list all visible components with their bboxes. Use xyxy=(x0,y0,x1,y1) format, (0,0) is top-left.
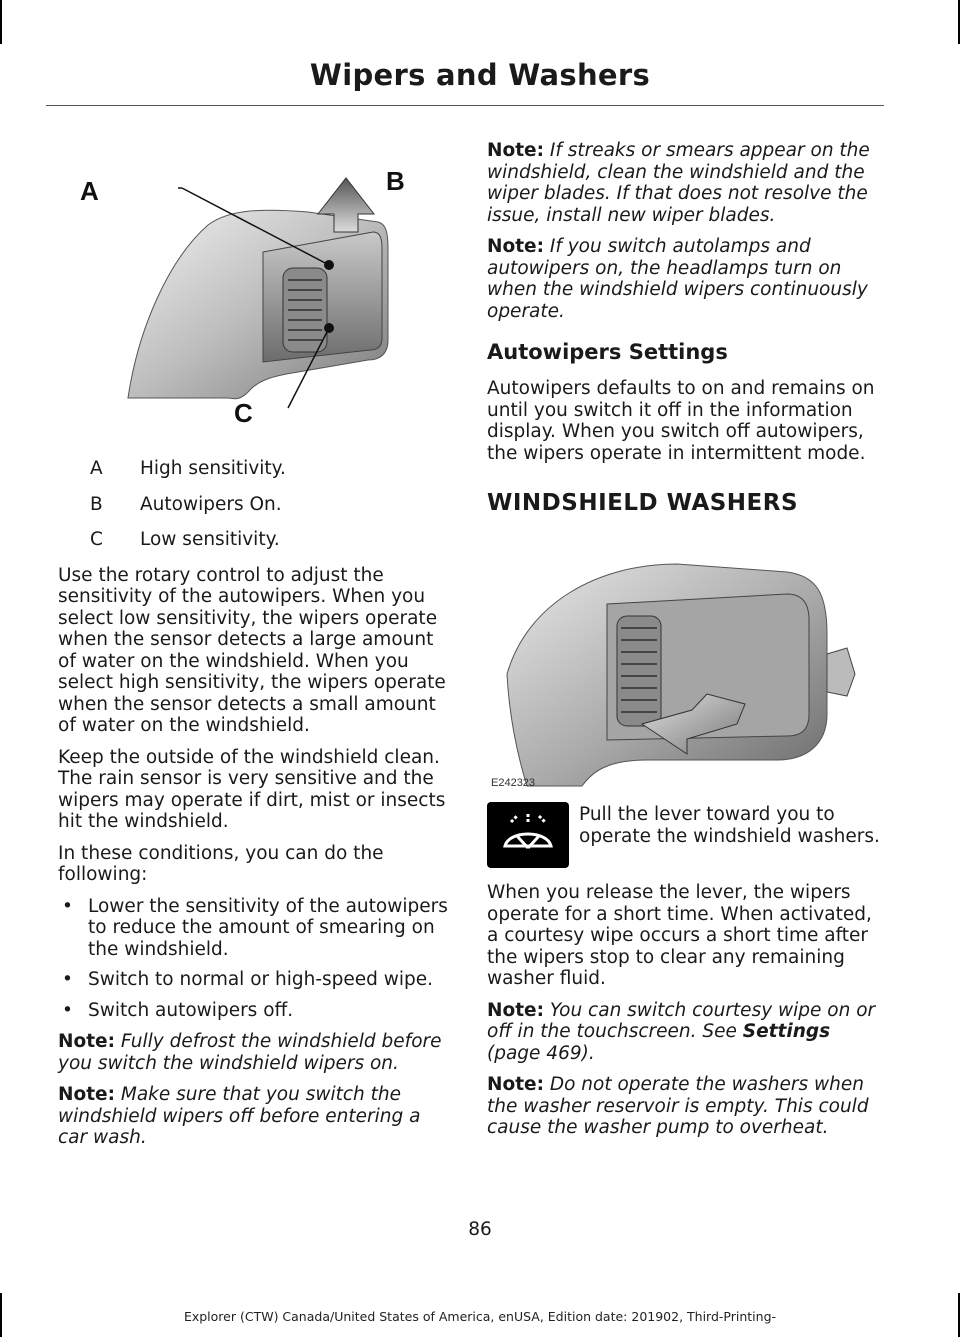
note-label: Note: xyxy=(487,999,544,1021)
washer-lever-figure xyxy=(487,524,883,794)
note-label: Note: xyxy=(487,140,544,161)
note-streaks xyxy=(487,140,883,226)
windshield-washer-icon xyxy=(487,802,569,868)
release-lever-paragraph: When you release the lever, the wipers operate for a short time. When activated, a courtesy wipe occurs a short time after the wipers stop to clear any remaining washer fluid. xyxy=(487,882,872,989)
note-text: You can switch courtesy wipe on or off in the touchscreen. See xyxy=(487,999,876,1042)
autowipers-figure xyxy=(58,140,450,440)
settings-link[interactable]: Settings xyxy=(742,1021,831,1042)
note-defrost xyxy=(58,1031,450,1074)
page-number: 86 xyxy=(468,1219,492,1240)
legend-text: High sensitivity. xyxy=(140,458,286,479)
legend-row xyxy=(58,458,450,480)
note-text: (page 469). xyxy=(487,1042,595,1064)
note-label: Note: xyxy=(487,236,544,257)
callout-a: A xyxy=(80,176,99,206)
note-text: Make sure that you switch the windshield wipers off before entering a car wash. xyxy=(58,1084,421,1148)
figure-legend xyxy=(58,458,450,551)
pull-lever-text: Pull the lever toward you to operate the windshield washers. xyxy=(579,804,880,847)
list-item: • Switch autowipers off. xyxy=(58,1000,450,1022)
legend-row xyxy=(58,494,450,516)
legend-row xyxy=(58,529,450,551)
callout-c: C xyxy=(234,398,253,428)
list-item: • Lower the sensitivity of the autowipers to reduce the amount of smearing on the windshield. xyxy=(58,896,450,961)
legend-key: A xyxy=(90,458,103,479)
note-text: Do not operate the washers when the washer reservoir is empty. This could cause the washer pump to overheat. xyxy=(487,1074,869,1138)
note-text: Fully defrost the windshield before you switch the windshield wipers on. xyxy=(58,1031,442,1074)
note-car-wash xyxy=(58,1084,450,1149)
note-text: If streaks or smears appear on the windshield, clean the windshield and the wiper blades. If that does not resolve the issue, install new wiper blades. xyxy=(487,140,870,226)
figure-code: E242323 xyxy=(491,777,536,789)
legend-key: C xyxy=(90,529,103,550)
crop-mark-top-left xyxy=(0,0,2,44)
autowipers-settings-paragraph: Autowipers defaults to on and remains on until you switch it off in the information display. When you switch off autowipers, the wipers operate in intermittent mode. xyxy=(487,378,875,464)
page-footer: Explorer (CTW) Canada/United States of America, enUSA, Edition date: 201902, Third-Printing- xyxy=(183,1309,777,1324)
windshield-washers-heading: WINDSHIELD WASHERS xyxy=(487,490,799,516)
right-column xyxy=(487,140,883,1149)
callout-b: B xyxy=(386,166,405,196)
washer-instruction xyxy=(487,802,883,870)
note-text: If you switch autolamps and autowipers on, the headlamps turn on when the windshield wipers continuously operate. xyxy=(487,236,868,322)
autowipers-settings-heading: Autowipers Settings xyxy=(487,340,728,364)
note-label: Note: xyxy=(58,1031,115,1052)
header-divider xyxy=(46,105,884,106)
legend-text: Autowipers On. xyxy=(140,493,282,515)
note-autolamps xyxy=(487,236,883,322)
note-courtesy-wipe xyxy=(487,1000,883,1065)
lever-illustration xyxy=(507,564,855,786)
legend-key: B xyxy=(90,493,103,515)
list-item: • Switch to normal or high-speed wipe. xyxy=(58,969,450,991)
conditions-list xyxy=(58,896,450,1022)
left-column xyxy=(58,140,450,1159)
clean-windshield-paragraph: Keep the outside of the windshield clean. The rain sensor is very sensitive and the wipers may operate if dirt, mist or insects hit the windshield. xyxy=(58,746,446,832)
stalk-illustration xyxy=(128,178,388,408)
page-title: Wipers and Washers xyxy=(309,58,651,92)
note-label: Note: xyxy=(487,1074,544,1095)
conditions-paragraph: In these conditions, you can do the following: xyxy=(58,842,384,885)
legend-text: Low sensitivity. xyxy=(140,529,280,550)
note-reservoir xyxy=(487,1074,883,1139)
sensitivity-paragraph: Use the rotary control to adjust the sensitivity of the autowipers. When you select low sensitivity, the wipers operate when the sensor detects a large amount of water on the windshield. When you select high sensitivity, the wipers operate when the sensor detects a small amount of water on the windshield. xyxy=(58,564,446,736)
note-label: Note: xyxy=(58,1084,115,1105)
